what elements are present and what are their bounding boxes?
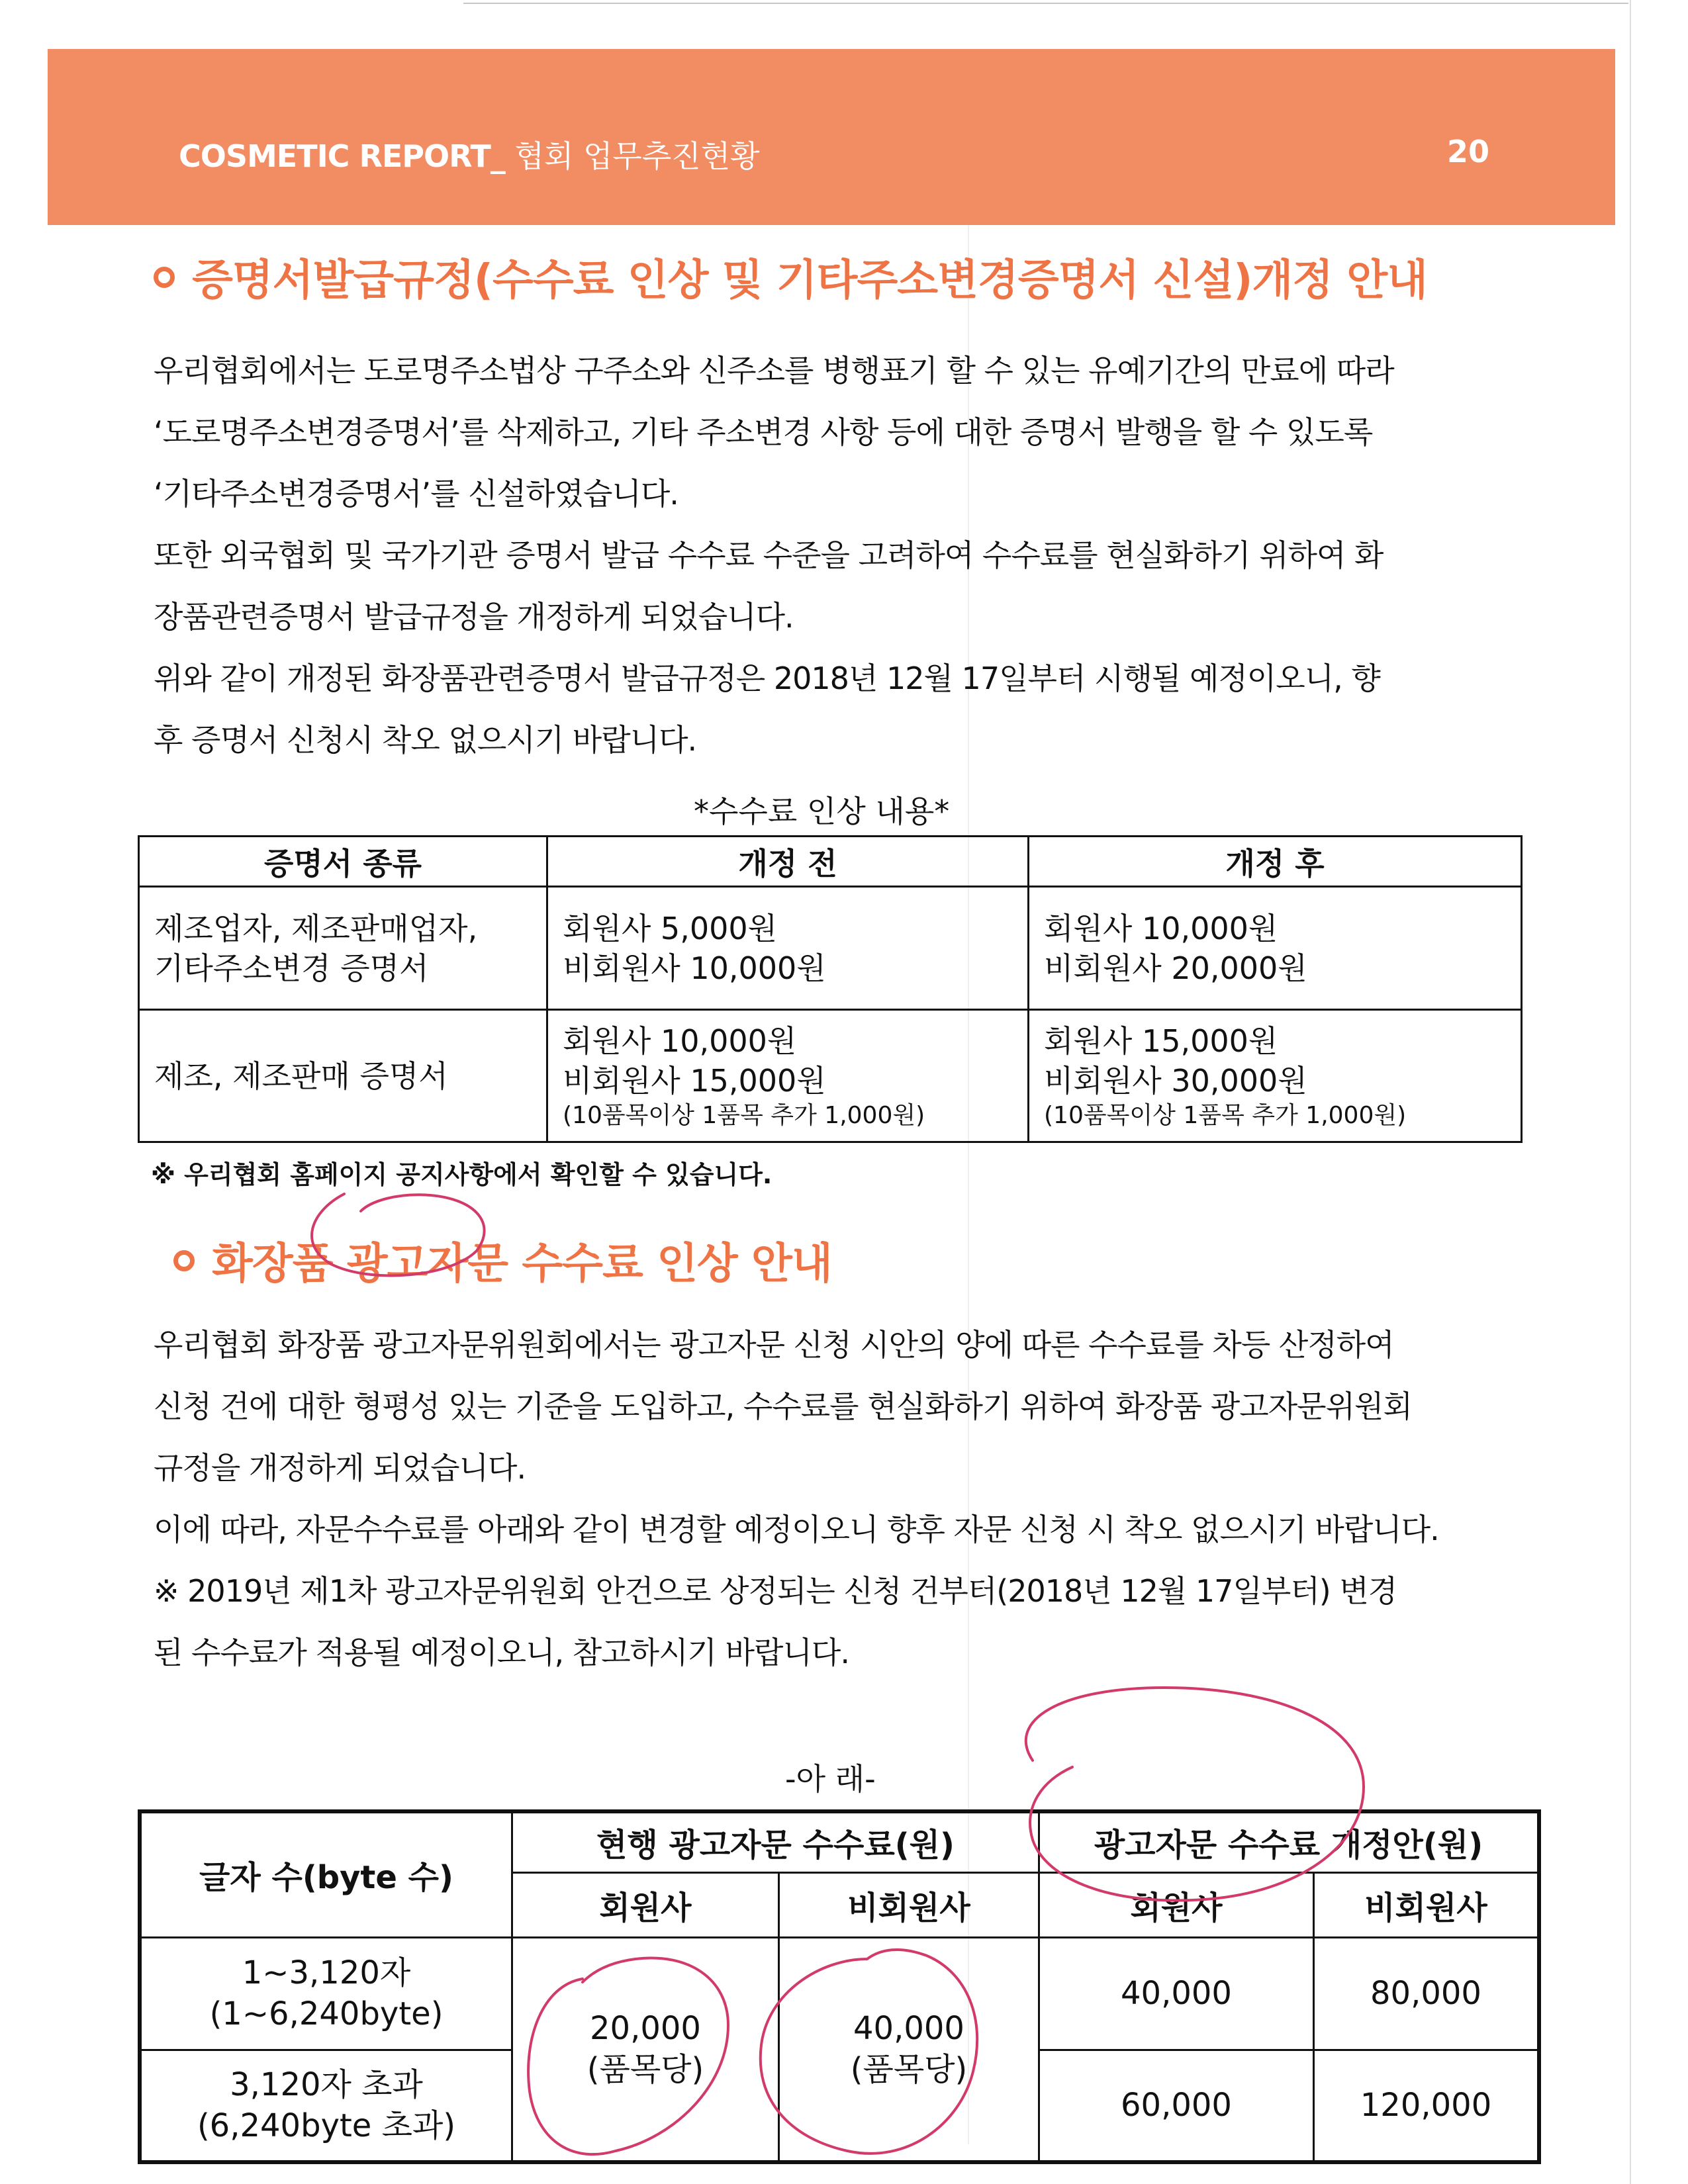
paragraph-line: 장품관련증명서 발급규정을 개정하게 되었습니다. xyxy=(154,599,794,635)
current-non-member-fee-cell xyxy=(779,1937,1039,2162)
cell-line: 회원사 15,000원 xyxy=(1044,1023,1278,1059)
revised-fee-header: 광고자문 수수료 개정안(원) xyxy=(1039,1811,1540,1872)
char-count-header: 글자 수(byte 수) xyxy=(140,1811,512,1937)
paragraph-line: 위와 같이 개정된 화장품관련증명서 발급규정은 2018년 12월 17일부터 시행될 예정이오니, 향 xyxy=(154,660,1380,696)
cell-line: 40,000 xyxy=(853,2010,964,2048)
cell-line: 회원사 10,000원 xyxy=(563,1023,797,1059)
revised-member-fee-cell: 40,000 xyxy=(1039,1937,1314,2050)
certificate-fee-table xyxy=(138,835,1523,1143)
header-banner xyxy=(48,49,1615,225)
section2-heading-text: 화장품 광고자문 수수료 인상 안내 xyxy=(212,1240,832,1289)
char-count-cell xyxy=(140,2050,512,2162)
bullet-circle-icon xyxy=(154,267,175,288)
revised-non-member-fee-cell: 80,000 xyxy=(1314,1937,1540,2050)
below-label: -아 래- xyxy=(785,1761,876,1797)
scan-fold-line xyxy=(1630,0,1631,2184)
report-name: COSMETIC REPORT_ xyxy=(179,138,505,174)
cell-note: (10품목이상 1품목 추가 1,000원) xyxy=(563,1101,925,1129)
section1-heading-text: 증명서발급규정(수수료 인상 및 기타주소변경증명서 신설)개정 안내 xyxy=(192,256,1427,305)
table-header-row xyxy=(140,1811,1539,1872)
cell-line: 3,120자 초과 xyxy=(230,2066,423,2104)
cell-line: (품목당) xyxy=(850,2051,968,2089)
member-header: 회원사 xyxy=(512,1872,779,1937)
page-number: 20 xyxy=(1446,134,1489,169)
table-row xyxy=(140,1937,1539,2050)
certificate-type-cell xyxy=(139,1010,547,1142)
paragraph-line: 규정을 개정하게 되었습니다. xyxy=(154,1450,526,1486)
cell-line: (1~6,240byte) xyxy=(209,1995,444,2032)
column-header: 개정 후 xyxy=(1029,837,1522,887)
paragraph-line: ‘기타주소변경증명서’를 신설하였습니다. xyxy=(154,476,679,512)
column-header: 개정 전 xyxy=(547,837,1029,887)
char-count-cell xyxy=(140,1937,512,2050)
table-row xyxy=(139,887,1522,1010)
cell-line: (품목당) xyxy=(586,2051,704,2089)
fee-table-caption: *수수료 인상 내용* xyxy=(694,794,950,829)
section2-paragraph xyxy=(154,1314,1439,1684)
cell-line: 회원사 10,000원 xyxy=(1044,910,1278,946)
current-fee-header: 현행 광고자문 수수료(원) xyxy=(512,1811,1039,1872)
table-header-row xyxy=(139,837,1522,887)
paragraph-line: ‘도로명주소변경증명서’를 삭제하고, 기타 주소변경 사항 등에 대한 증명서 발행을 할 수 있도록 xyxy=(154,414,1373,450)
paragraph-line: 후 증명서 신청시 착오 없으시기 바랍니다. xyxy=(154,722,697,758)
cell-line: 제조, 제조판매 증명서 xyxy=(154,1058,448,1094)
paragraph-line: 된 수수료가 적용될 예정이오니, 참고하시기 바랍니다. xyxy=(154,1635,849,1670)
non-member-header: 비회원사 xyxy=(1314,1872,1540,1937)
paragraph-line: 우리협회에서는 도로명주소법상 구주소와 신주소를 병행표기 할 수 있는 유예기간의 만료에 따라 xyxy=(154,353,1394,388)
bullet-circle-icon xyxy=(173,1250,195,1271)
cell-line: 비회원사 30,000원 xyxy=(1044,1062,1307,1099)
current-member-fee-cell xyxy=(512,1937,779,2162)
cell-line: 회원사 5,000원 xyxy=(563,910,778,946)
revised-member-fee-cell: 60,000 xyxy=(1039,2050,1314,2162)
certificate-type-cell xyxy=(139,887,547,1010)
scan-edge-line xyxy=(463,3,1628,4)
cell-line: 제조업자, 제조판매업자, xyxy=(154,910,478,946)
fee-before-cell xyxy=(547,1010,1029,1142)
cell-line: 비회원사 10,000원 xyxy=(563,950,826,986)
cell-line: 비회원사 15,000원 xyxy=(563,1062,826,1099)
advertising-fee-table xyxy=(138,1809,1541,2164)
fee-before-cell xyxy=(547,887,1029,1010)
revised-non-member-fee-cell: 120,000 xyxy=(1314,2050,1540,2162)
column-header: 증명서 종류 xyxy=(139,837,547,887)
table-row xyxy=(139,1010,1522,1142)
paragraph-line: 신청 건에 대한 형평성 있는 기준을 도입하고, 수수료를 현실화하기 위하여 화장품 광고자문위원회 xyxy=(154,1388,1412,1424)
fee-after-cell xyxy=(1029,1010,1522,1142)
cell-note: (10품목이상 1품목 추가 1,000원) xyxy=(1044,1101,1407,1129)
fee-after-cell xyxy=(1029,887,1522,1010)
paragraph-line: ※ 2019년 제1차 광고자문위원회 안건으로 상정되는 신청 건부터(2018년 12월 17일부터) 변경 xyxy=(154,1573,1397,1609)
member-header: 회원사 xyxy=(1039,1872,1314,1937)
report-title xyxy=(179,132,760,176)
section2-heading xyxy=(173,1230,832,1291)
paragraph-line: 또한 외국협회 및 국가기관 증명서 발급 수수료 수준을 고려하여 수수료를 현실화하기 위하여 화 xyxy=(154,537,1383,573)
section-name: 협회 업무추진현황 xyxy=(504,138,760,174)
non-member-header: 비회원사 xyxy=(779,1872,1039,1937)
cell-line: (6,240byte 초과) xyxy=(197,2107,456,2145)
cell-line: 기타주소변경 증명서 xyxy=(154,950,429,986)
homepage-remark: ※ 우리협회 홈페이지 공지사항에서 확인할 수 있습니다. xyxy=(151,1160,773,1189)
paragraph-line: 이에 따라, 자문수수료를 아래와 같이 변경할 예정이오니 향후 자문 신청 시 착오 없으시기 바랍니다. xyxy=(154,1512,1439,1547)
cell-line: 1~3,120자 xyxy=(242,1954,411,1991)
section1-paragraph xyxy=(154,340,1394,771)
cell-line: 비회원사 20,000원 xyxy=(1044,950,1307,986)
paragraph-line: 우리협회 화장품 광고자문위원회에서는 광고자문 신청 시안의 양에 따른 수수료를 차등 산정하여 xyxy=(154,1327,1394,1363)
cell-line: 20,000 xyxy=(590,2010,701,2048)
section1-heading xyxy=(154,246,1427,307)
